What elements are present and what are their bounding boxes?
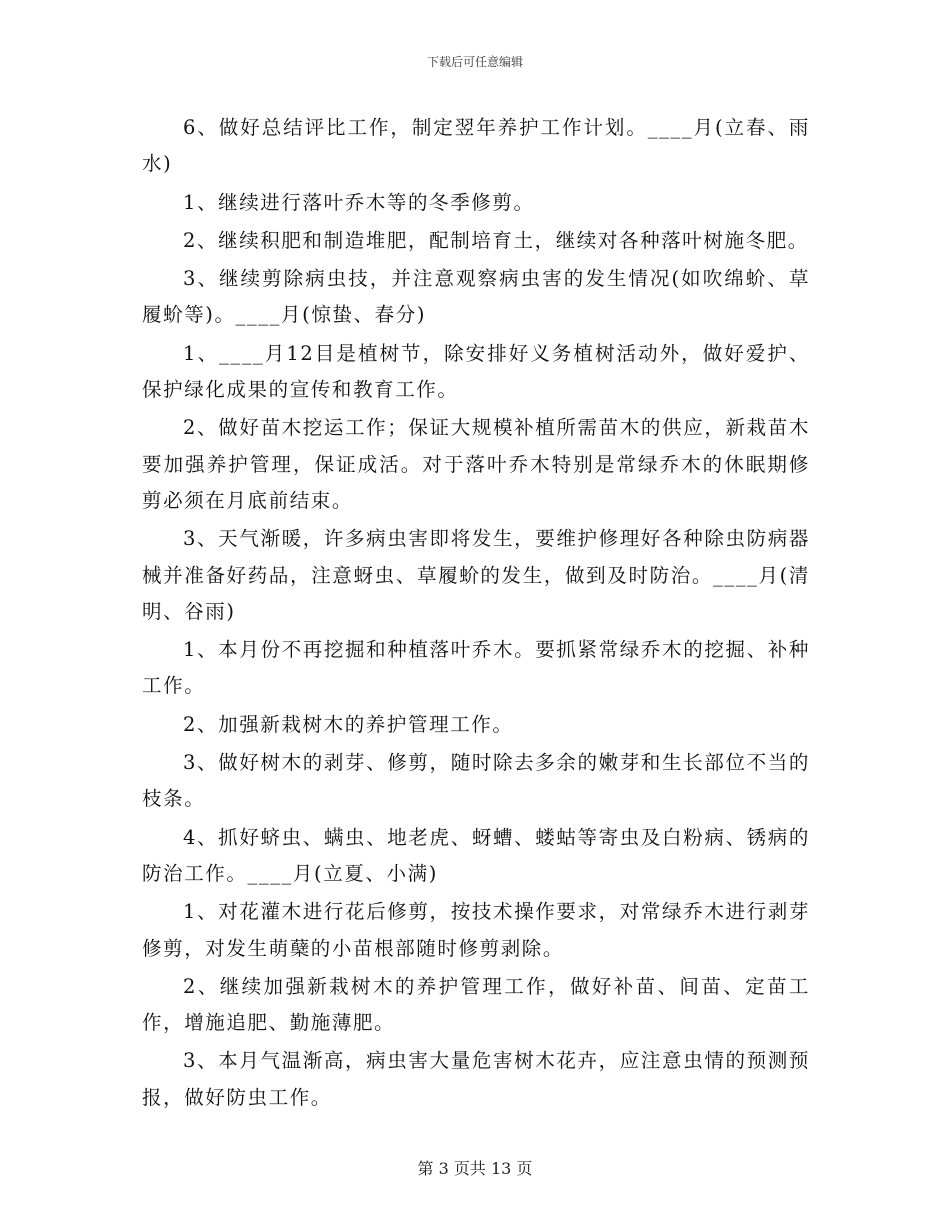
document-body xyxy=(142,110,810,1118)
paragraph-5: 1、____月12目是植树节，除安排好义务植树活动外，做好爱护、保护绿化成果的宣传和教育工作。 xyxy=(142,341,810,402)
paragraph-1: 6、做好总结评比工作，制定翌年养护工作计划。____月(立春、雨水) xyxy=(142,116,810,176)
paragraph-4: 3、继续剪除病虫技，并注意观察病虫害的发生情况(如吹绵蚧、草履蚧等)。____月(惊蛰、春分) xyxy=(142,267,810,327)
paragraph-12: 1、对花灌木进行花后修剪，按技术操作要求，对常绿乔木进行剥芽修剪，对发生萌蘖的小苗根部随时修剪剥除。 xyxy=(142,900,810,960)
paragraph-3: 2、继续积肥和制造堆肥，配制培育土，继续对各种落叶树施冬肥。 xyxy=(183,228,809,252)
paragraph-13: 2、继续加强新栽树木的养护管理工作，做好补苗、间苗、定苗工作，增施追肥、勤施薄肥。 xyxy=(142,974,810,1035)
paragraph-7: 3、天气渐暖，许多病虫害即将发生，要维护修理好各种除虫防病器械并准备好药品，注意蚜虫、草履蚧的发生，做到及时防治。____月(清明、谷雨) xyxy=(142,527,810,623)
paragraph-10: 3、做好树木的剥芽、修剪，随时除去多余的嫩芽和生长部位不当的枝条。 xyxy=(142,751,810,811)
paragraph-2: 1、继续进行落叶乔木等的冬季修剪。 xyxy=(183,190,535,214)
page-header: 下载后可任意编辑 xyxy=(426,55,523,69)
page-footer: 第 3 页共 13 页 xyxy=(417,1159,533,1178)
paragraph-9: 2、加强新栽树木的养护管理工作。 xyxy=(183,712,514,736)
paragraph-8: 1、本月份不再挖掘和种植落叶乔木。要抓紧常绿乔木的挖掘、补种工作。 xyxy=(142,638,810,698)
paragraph-14: 3、本月气温渐高，病虫害大量危害树木花卉，应注意虫情的预测预报，做好防虫工作。 xyxy=(142,1049,810,1109)
paragraph-11: 4、抓好蛴虫、螨虫、地老虎、蚜螬、蝼蛄等寄虫及白粉病、锈病的防治工作。____月(立夏、小满) xyxy=(142,825,810,885)
paragraph-6: 2、做好苗木挖运工作；保证大规模补植所需苗木的供应，新栽苗木要加强养护管理，保证成活。对于落叶乔木特别是常绿乔木的休眠期修剪必须在月底前结束。 xyxy=(142,416,810,512)
